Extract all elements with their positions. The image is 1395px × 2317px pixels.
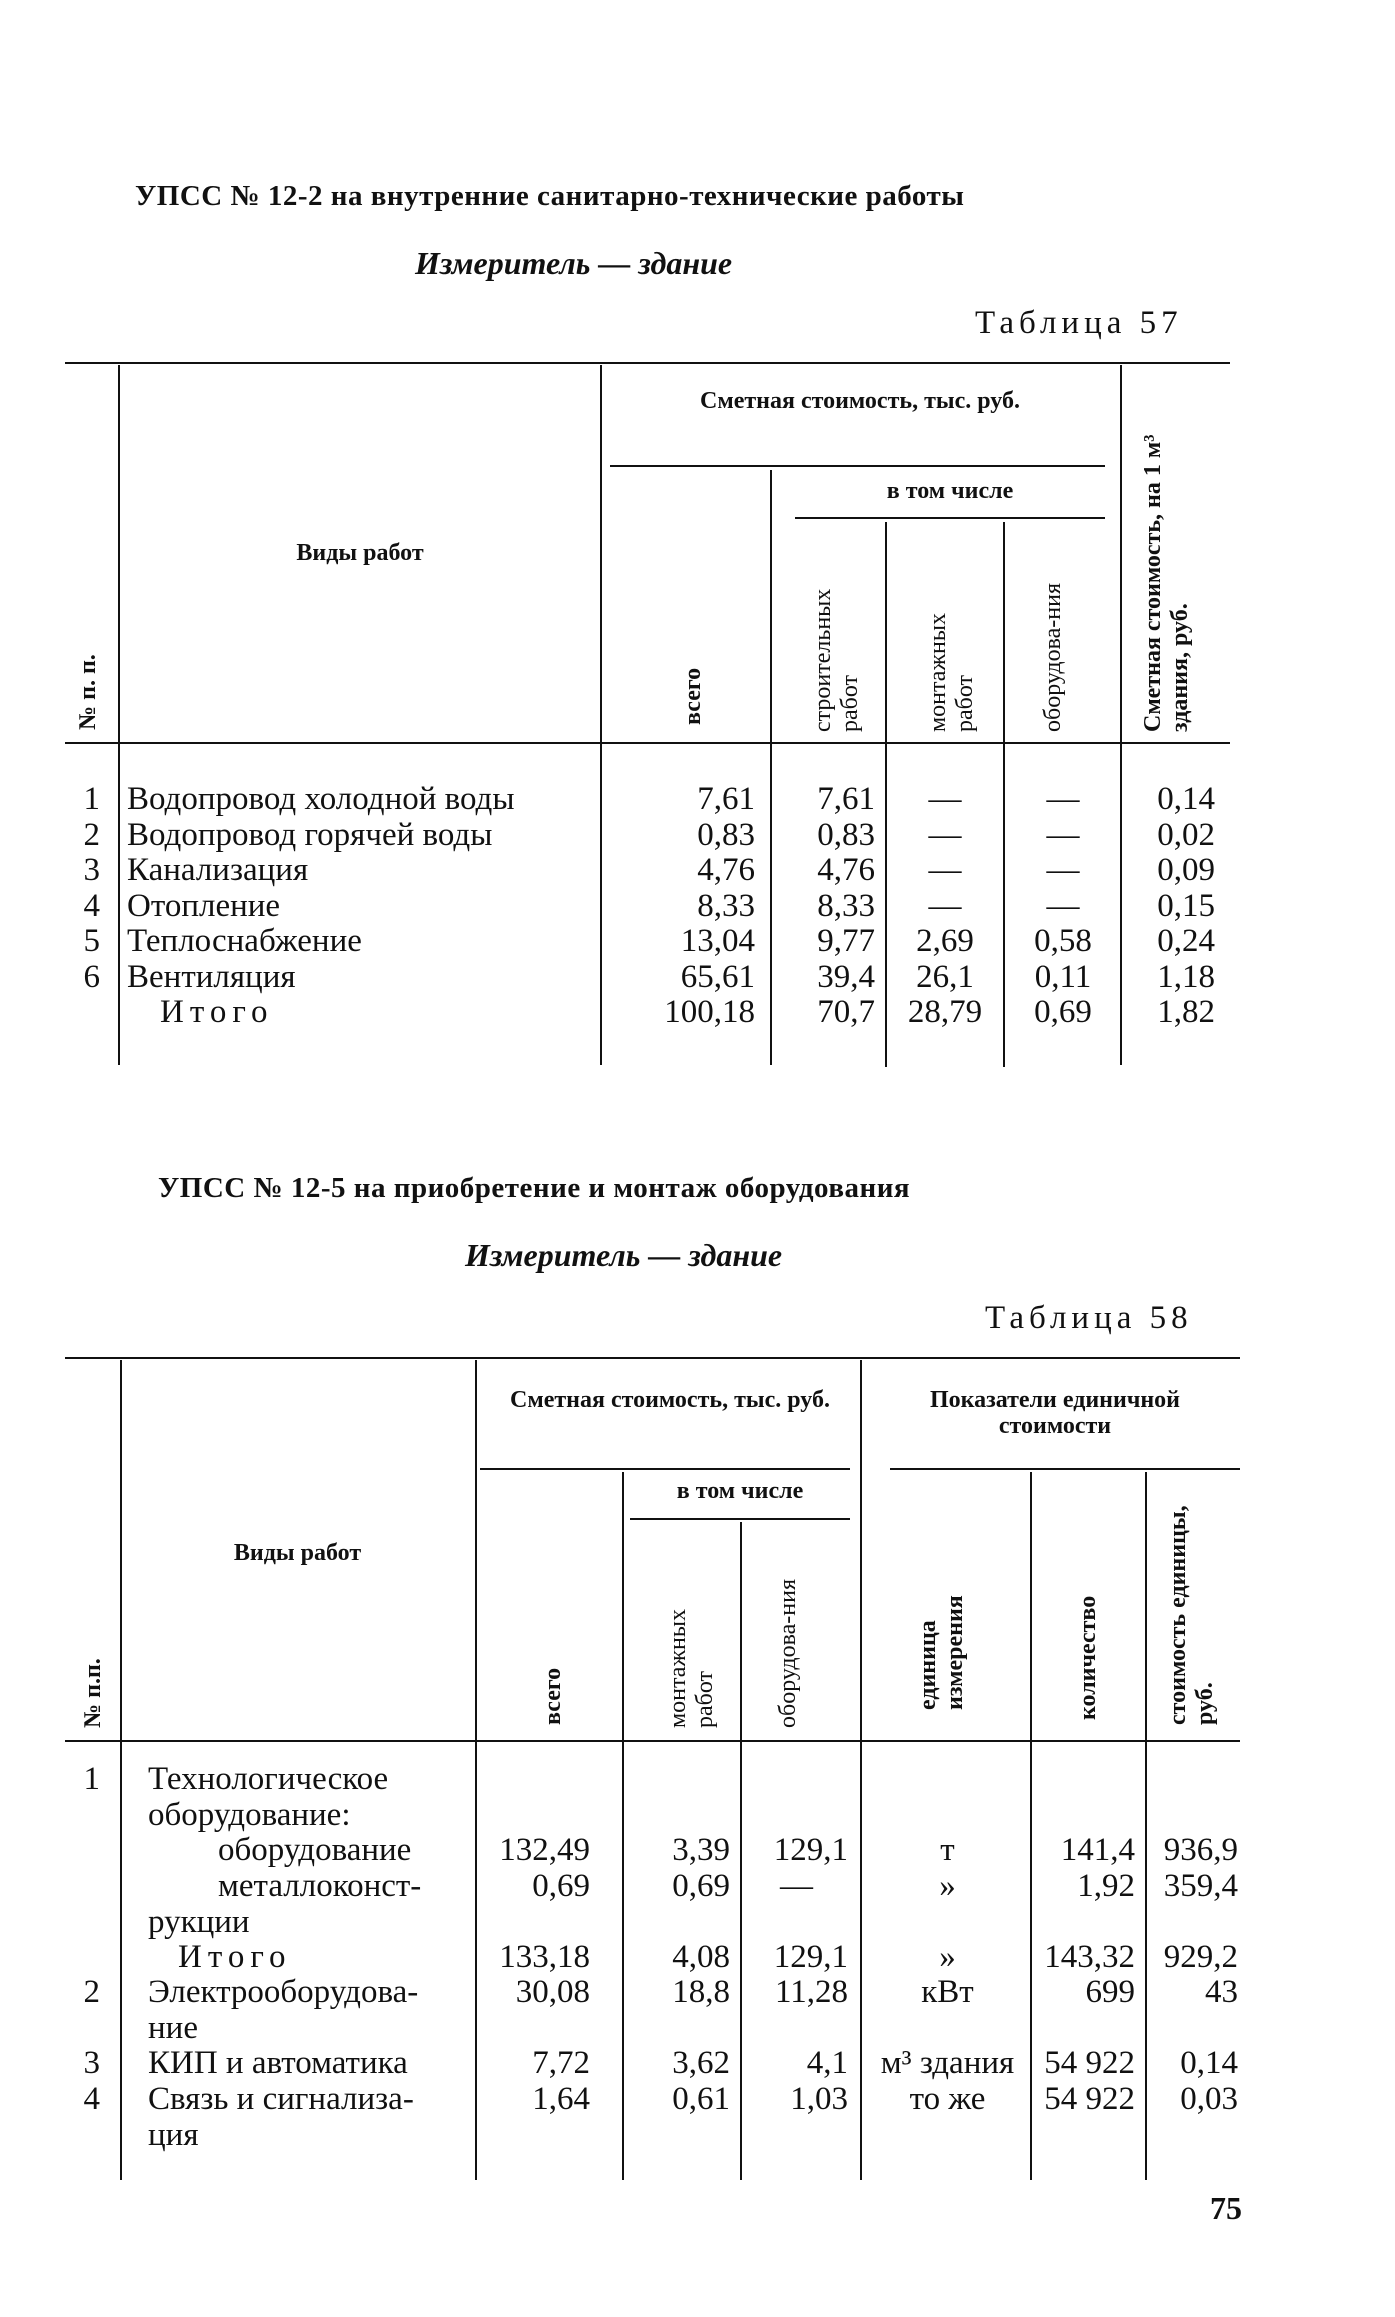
t58-table-number: Таблица 58 [985, 1300, 1193, 1336]
t58-row-mount: 18,8 [672, 1974, 730, 2010]
t57-row-total: 13,04 [680, 923, 755, 959]
t58-row-qty: 54 922 [1044, 2045, 1135, 2081]
t57-row-per: 0,14 [1157, 781, 1215, 817]
t57-row-num: 6 [83, 959, 100, 995]
t57-row-constr: 9,77 [817, 923, 875, 959]
t58-header-num: № п.п. [80, 1658, 106, 1728]
t57-row-mount: 26,1 [916, 959, 974, 995]
t57-row-per: 1,18 [1157, 959, 1215, 995]
t57-subtitle: Измеритель — здание [415, 245, 733, 281]
t57-row-name: Отопление [127, 888, 281, 924]
t57-row-num: 1 [83, 781, 100, 817]
t58-row-name: Технологическое [148, 1761, 389, 1797]
t57-row-equip: — [1046, 852, 1080, 888]
t57-row-equip: — [1046, 817, 1080, 853]
t57-row-total: 8,33 [697, 888, 755, 924]
t58-title: УПСС № 12-5 на приобретение и монтаж оборудования [158, 1172, 911, 1204]
t58-row-num: 3 [83, 2045, 100, 2081]
t57-row-mount: 28,79 [907, 994, 983, 1030]
t58-row-qty: 1,92 [1077, 1868, 1135, 1904]
t58-header-total: всего [540, 1667, 566, 1725]
t58-header-cost: Сметная стоимость, тыс. руб. [510, 1387, 830, 1413]
t57-header-per-m3: Сметная стоимость, на 1 м³ здания, руб. [1140, 434, 1193, 732]
t58-row-unit: кВт [921, 1974, 974, 2010]
t58-row-equip: 129,1 [773, 1939, 848, 1975]
t58-row-qty: 699 [1085, 1974, 1135, 2010]
t57-row-total: 7,61 [697, 781, 755, 817]
t58-row-name: оборудование [218, 1832, 412, 1868]
t57-row-name: Теплоснабжение [127, 923, 362, 959]
t58-row-name: Электрооборудова- [148, 1974, 419, 2010]
t58-subtitle: Измеритель — здание [465, 1237, 783, 1273]
t58-row-unit: м³ здания [880, 2045, 1015, 2081]
t58-row-qty: 54 922 [1044, 2081, 1135, 2117]
t58-row-name: рукции [148, 1904, 250, 1940]
t58-row-equip: 129,1 [773, 1832, 848, 1868]
t57-row-constr: 0,83 [817, 817, 875, 853]
t58-row-total: 0,69 [532, 1868, 590, 1904]
t58-row-equip: — [780, 1868, 813, 1904]
t58-row-unit: то же [909, 2081, 986, 2117]
t58-header-price: стоимость единицы, руб. [1165, 1505, 1218, 1725]
t57-title: УПСС № 12-2 на внутренние санитарно-технические работы [135, 180, 965, 212]
t57-row-mount: — [928, 852, 962, 888]
t57-row-constr: 70,7 [817, 994, 875, 1030]
t57-row-total: 4,76 [697, 852, 755, 888]
t58-row-num: 4 [83, 2081, 100, 2117]
t57-row-per: 0,09 [1157, 852, 1215, 888]
t58-row-price: 0,03 [1180, 2081, 1238, 2117]
t58-row-num: 1 [83, 1761, 100, 1797]
t57-row-num: 3 [83, 852, 100, 888]
t58-row-total: 132,49 [499, 1832, 590, 1868]
t57-header-equip: оборудова-ния [1040, 583, 1066, 732]
t57-row-name: Канализация [127, 852, 309, 888]
t58-row-mount: 3,39 [672, 1832, 730, 1868]
t58-row-price: 929,2 [1163, 1939, 1238, 1975]
t57-row-num: 5 [83, 923, 100, 959]
t57-row-mount: — [928, 781, 962, 817]
t57-row-per: 0,15 [1157, 888, 1215, 924]
t57-row-constr: 39,4 [817, 959, 875, 995]
t58-header-mount: монтажных работ [665, 1608, 718, 1728]
t57-row-name: Вентиляция [127, 959, 296, 995]
t57-row-per: 0,02 [1157, 817, 1215, 853]
t57-row-constr: 4,76 [817, 852, 875, 888]
t58-row-total: 30,08 [515, 1974, 590, 2010]
t58-row-unit: т [940, 1832, 955, 1868]
t58-row-unit: » [939, 1868, 956, 1904]
t58-row-mount: 0,61 [672, 2081, 730, 2117]
t57-table-number: Таблица 57 [975, 305, 1183, 341]
t57-header-works: Виды работ [296, 540, 424, 566]
t58-row-name: Связь и сигнализа- [148, 2081, 414, 2117]
t57-row-mount: — [928, 888, 962, 924]
t58-row-total: 1,64 [532, 2081, 590, 2117]
t58-header-unitcost: Показатели единичной стоимости [929, 1387, 1181, 1439]
t57-row-mount: 2,69 [916, 923, 974, 959]
t58-row-name: Итого [178, 1939, 292, 1975]
t57-row-total: 0,83 [697, 817, 755, 853]
t57-row-num: 4 [83, 888, 100, 924]
t58-header-incl: в том числе [676, 1478, 804, 1504]
t58-row-num: 2 [83, 1974, 100, 2010]
t58-row-name: металлоконст- [218, 1868, 422, 1904]
t57-row-total: 100,18 [664, 994, 755, 1030]
t57-row-constr: 7,61 [817, 781, 875, 817]
t57-row-mount: — [928, 817, 962, 853]
t57-row-name: Итого [160, 994, 274, 1030]
page-number: 75 [1210, 2190, 1242, 2226]
t57-row-equip: — [1046, 888, 1080, 924]
t57-row-equip: — [1046, 781, 1080, 817]
t57-header-num: № п. п. [75, 654, 101, 730]
t58-row-name: ция [148, 2117, 199, 2153]
t58-row-qty: 143,32 [1044, 1939, 1135, 1975]
t58-row-total: 133,18 [499, 1939, 590, 1975]
t57-header-incl: в том числе [886, 478, 1014, 504]
t58-row-mount: 0,69 [672, 1868, 730, 1904]
t57-row-num: 2 [83, 817, 100, 853]
t57-row-total: 65,61 [680, 959, 755, 995]
t57-row-equip: 0,11 [1034, 959, 1092, 995]
t58-row-equip: 11,28 [774, 1974, 848, 2010]
t58-row-price: 359,4 [1163, 1868, 1238, 1904]
t58-header-works: Виды работ [233, 1540, 362, 1566]
t57-row-per: 0,24 [1157, 923, 1215, 959]
t58-header-qty: количество [1075, 1595, 1101, 1720]
t58-header-unit: единица измерения [915, 1595, 968, 1710]
t57-row-name: Водопровод горячей воды [127, 817, 493, 853]
t58-row-total: 7,72 [532, 2045, 590, 2081]
t57-header-constr: строительных работ [810, 588, 863, 732]
t58-row-qty: 141,4 [1060, 1832, 1135, 1868]
t57-row-equip: 0,69 [1034, 994, 1092, 1030]
t58-header-equip: оборудова-ния [775, 1579, 801, 1728]
t57-row-equip: 0,58 [1034, 923, 1092, 959]
t58-row-name: оборудование: [148, 1797, 351, 1833]
t58-row-name: ние [148, 2010, 198, 2046]
t57-header-total: всего [680, 667, 706, 725]
t57-row-name: Водопровод холодной воды [127, 781, 515, 817]
t58-row-unit: » [939, 1939, 956, 1975]
t57-row-per: 1,82 [1157, 994, 1215, 1030]
t58-row-price: 936,9 [1163, 1832, 1238, 1868]
t58-row-equip: 1,03 [790, 2081, 848, 2117]
t58-row-price: 43 [1205, 1974, 1238, 2010]
t57-header-cost: Сметная стоимость, тыс. руб. [700, 388, 1020, 414]
t58-row-mount: 3,62 [672, 2045, 730, 2081]
t58-row-price: 0,14 [1180, 2045, 1238, 2081]
t57-header-mount: монтажных работ [925, 612, 978, 732]
t57-row-constr: 8,33 [817, 888, 875, 924]
t58-row-name: КИП и автоматика [148, 2045, 408, 2081]
t58-row-mount: 4,08 [672, 1939, 730, 1975]
t58-row-equip: 4,1 [806, 2045, 848, 2081]
